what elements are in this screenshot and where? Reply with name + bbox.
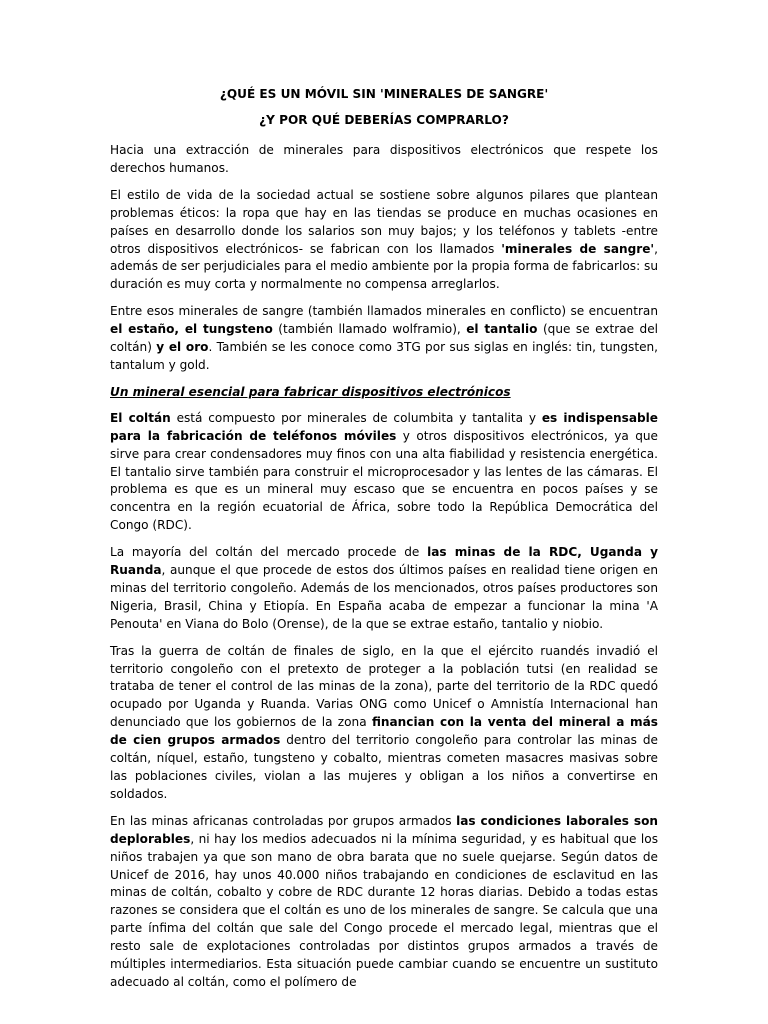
document-title-line-1: ¿QUÉ ES UN MÓVIL SIN 'MINERALES DE SANGRE' <box>219 87 549 101</box>
paragraph-minerals-list: Entre esos minerales de sangre (también llamados minerales en conflicto) se encuentran el estaño, el tungsteno (también llamado wolframio), el tantalio (que se extrae del coltán) y el oro. También se les conoce como 3TG por sus siglas en inglés: tin, tungsten, tantalum y gold. <box>110 304 659 372</box>
paragraph-coltan-war: Tras la guerra de coltán de finales de siglo, en la que el ejército ruandés invadió el territorio congoleño con el pretexto de proteger a la población tutsi (en realidad se trataba de tener el control de las minas de la zona), parte del territorio de la RDC quedó ocupado por Uganda y Ruanda. Varias ONG como Unicef o Amnistía Internacional han denunciado que los gobiernos de la zona financian con la venta del mineral a más de cien grupos armados dentro del territorio congoleño para controlar las minas de coltán, níquel, estaño, tungsteno y cobalto, mientras cometen masacres masivas sobre las poblaciones civiles, violan a las mujeres y obligan a los niños a convertirse en soldados. <box>110 643 659 801</box>
section-heading: Un mineral esencial para fabricar dispositivos electrónicos <box>110 384 511 399</box>
paragraph-labor-conditions: En las minas africanas controladas por grupos armados las condiciones laborales son deplorables, ni hay los medios adecuados ni la mínima seguridad, y es habitual que los niños trabajen ya que son mano de obra barata que no suele quejarse. Según datos de Unicef de 2016, hay unos 40.000 niños trabajando en condiciones de esclavitud en las minas de coltán, cobalto y cobre de RDC durante 12 horas diarias. Debido a todas estas razones se considera que el coltán es uno de los minerales de sangre. Se calcula que una parte ínfima del coltán que sale del Congo procede el mercado legal, mientras que el resto sale de explotaciones controladas por distintos grupos armados a través de múltiples intermediarios. Esta situación puede cambiar cuando se encuentre un sustituto adecuado al coltán, como el polímero de <box>110 813 658 989</box>
paragraph-coltan: El coltán está compuesto por minerales de columbita y tantalita y es indispensable para la fabricación de teléfonos móviles y otros dispositivos electrónicos, ya que sirve para crear condensadores muy finos con una alta fiabilidad y resistencia energética. El tantalio sirve también para construir el microprocesador y las lentes de las cámaras. El problema es que es un mineral muy escaso que se encuentra en pocos países y se concentra en la región ecuatorial de África, sobre todo la República Democrática del Congo (RDC). <box>110 410 659 533</box>
document-body <box>110 85 658 1001</box>
paragraph-coltan-origin: La mayoría del coltán del mercado procede de las minas de la RDC, Uganda y Ruanda, aunque el que procede de estos dos últimos países en realidad tiene origen en minas del territorio congoleño. Además de los mencionados, otros países productores son Nigeria, Brasil, China y Etiopía. En España acaba de empezar a funcionar la mina 'A Penouta' en Viana do Bolo (Orense), de la que se extrae estaño, tantalio y niobio. <box>110 545 658 631</box>
paragraph-lifestyle: El estilo de vida de la sociedad actual se sostiene sobre algunos pilares que plantean problemas éticos: la ropa que hay en las tiendas se produce en muchas ocasiones en países en desarrollo donde los salarios son muy bajos; y los teléfonos y tablets -entre otros dispositivos electrónicos- se fabrican con los llamados 'minerales de sangre', además de ser perjudiciales para el medio ambiente por la propia forma de fabricarlos: su duración es muy corta y normalmente no compensa arreglarlos. <box>110 187 658 292</box>
document-title-line-2: ¿Y POR QUÉ DEBERÍAS COMPRARLO? <box>259 113 509 127</box>
intro-paragraph: Hacia una extracción de minerales para dispositivos electrónicos que respete los derechos humanos. <box>110 143 658 175</box>
